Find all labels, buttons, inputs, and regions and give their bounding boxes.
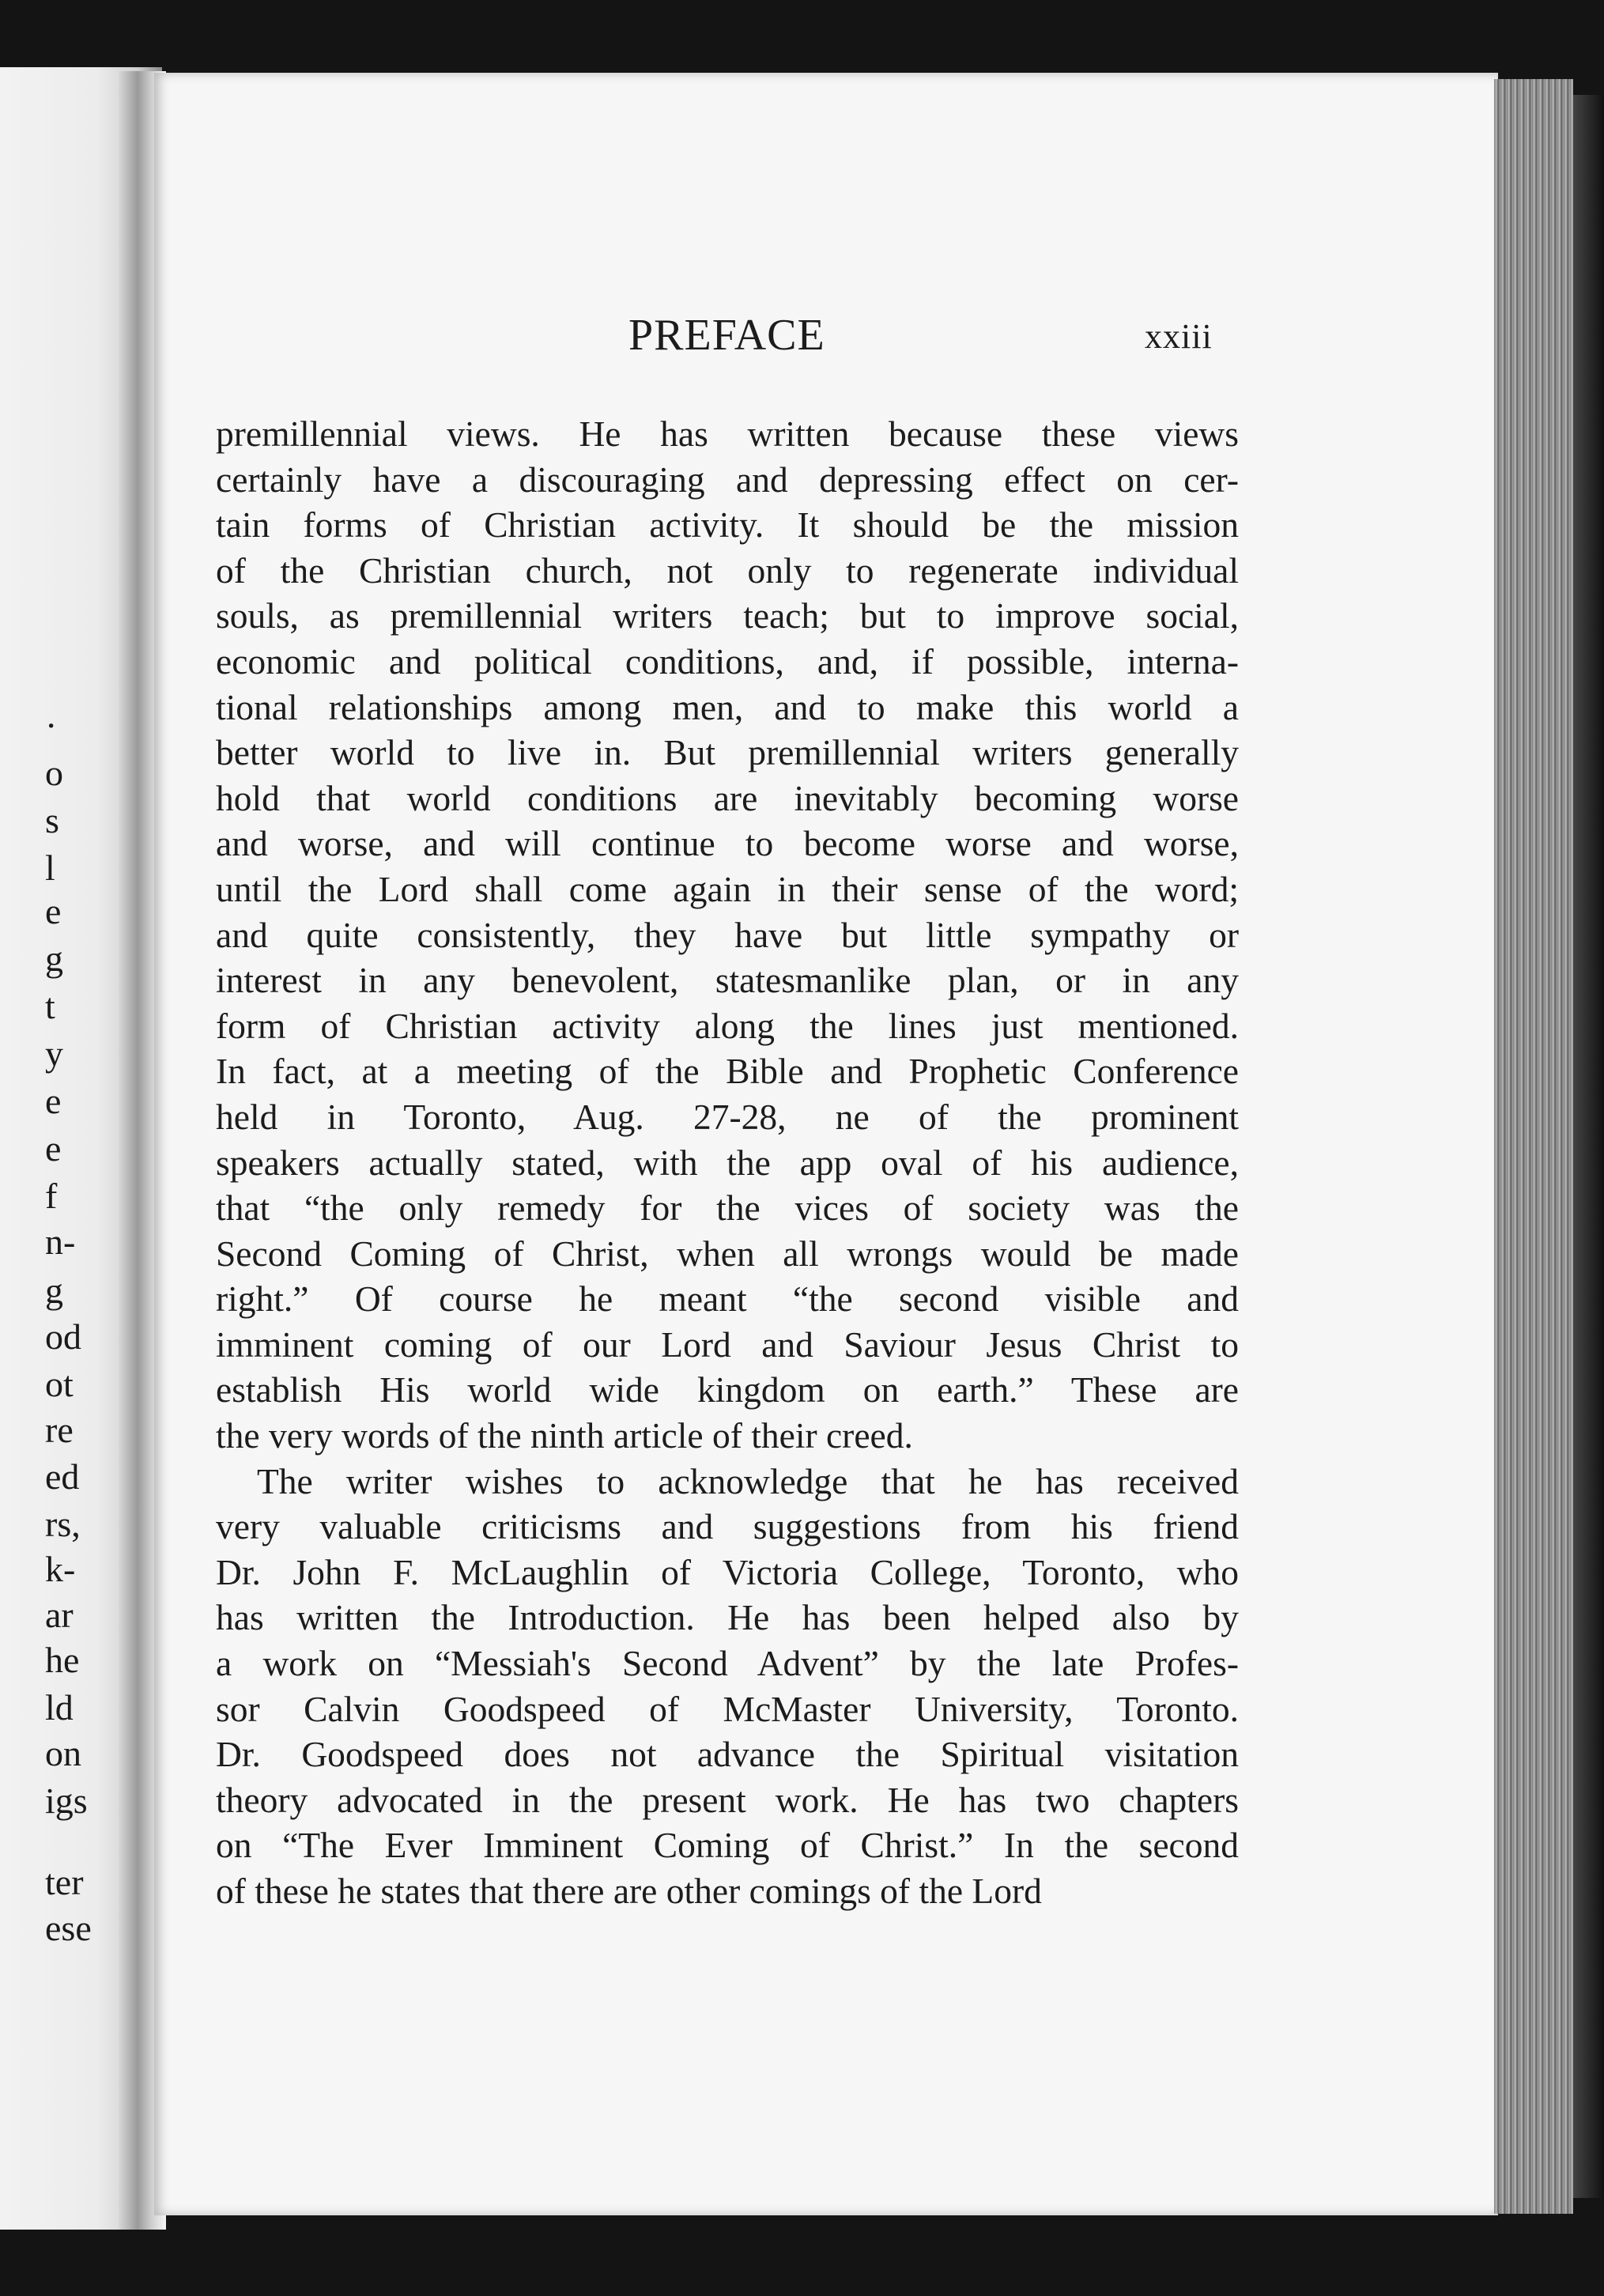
text-line: held in Toronto, Aug. 27-28, ne of the prominent <box>216 1096 1239 1137</box>
left-page-fragment: o <box>45 753 63 793</box>
text-line: and worse, and will continue to become worse and worse, <box>216 823 1239 864</box>
text-line: souls, as premillennial writers teach; but to improve social, <box>216 595 1239 636</box>
text-line: establish His world wide kingdom on earth.” These are <box>216 1369 1239 1410</box>
text-line: very valuable criticisms and suggestions from his friend <box>216 1506 1239 1547</box>
left-page-fragment: s <box>45 800 59 840</box>
text-line: and quite consistently, they have but little sympathy or <box>216 914 1239 955</box>
page-number: xxiii <box>1145 317 1213 356</box>
left-page-fragment: on <box>45 1733 81 1773</box>
text-line: tain forms of Christian activity. It should be the mission <box>216 504 1239 546</box>
text-line: sor Calvin Goodspeed of McMaster University, Toronto. <box>216 1688 1239 1729</box>
page-stack-edge <box>1494 79 1573 2214</box>
running-head: PREFACE <box>628 311 825 360</box>
text-line: Second Coming of Christ, when all wrongs would be made <box>216 1233 1239 1274</box>
left-page-fragment: od <box>45 1316 81 1357</box>
text-line: imminent coming of our Lord and Saviour Jesus Christ to <box>216 1324 1239 1365</box>
text-line: that “the only remedy for the vices of society was the <box>216 1188 1239 1229</box>
page-stack-shadow <box>1573 95 1604 2198</box>
left-page-fragment: ese <box>45 1908 92 1948</box>
text-line: speakers actually stated, with the app oval of his audience, <box>216 1142 1239 1183</box>
left-page-fragment: f <box>45 1176 58 1216</box>
left-page-fragment: igs <box>45 1781 88 1821</box>
paragraph <box>216 411 1239 1459</box>
left-page-fragment: ot <box>45 1364 74 1404</box>
left-page-fragment: ar <box>45 1595 74 1635</box>
left-page-fragment: he <box>45 1640 80 1680</box>
paragraph <box>216 1459 1239 1914</box>
left-page-fragment: g <box>45 938 63 979</box>
left-page-fragment: e <box>45 1128 62 1169</box>
text-line: until the Lord shall come again in their sense of the word; <box>216 868 1239 909</box>
left-page-fragment: ter <box>45 1862 84 1902</box>
text-line: economic and political conditions, and, if possible, interna- <box>216 640 1239 682</box>
text-line: The writer wishes to acknowledge that he has received <box>257 1460 1239 1501</box>
left-page-fragment: e <box>45 1081 62 1121</box>
text-line: certainly have a discouraging and depressing effect on cer- <box>216 459 1239 500</box>
left-page-fragment: ld <box>45 1687 74 1728</box>
text-line: of these he states that there are other comings of the Lord <box>216 1871 1042 1911</box>
left-page-fragment: k- <box>45 1549 76 1589</box>
left-page-fragment: l <box>45 848 55 888</box>
text-line: premillennial views. He has written because these views <box>216 414 1239 454</box>
page-header <box>628 310 1419 373</box>
preface-body <box>216 411 1239 1914</box>
left-page-fragment: re <box>45 1410 74 1450</box>
left-page-fragment: n- <box>45 1222 76 1262</box>
left-page-fragment: g <box>45 1271 63 1311</box>
text-line: form of Christian activity along the lines just mentioned. <box>216 1005 1239 1046</box>
text-line: Dr. Goodspeed does not advance the Spiritual visitation <box>216 1734 1239 1775</box>
text-line: better world to live in. But premillennial writers generally <box>216 732 1239 773</box>
text-line: theory advocated in the present work. He has two chapters <box>216 1779 1239 1820</box>
left-page-fragment: t <box>45 986 55 1026</box>
text-line: the very words of the ninth article of their creed. <box>216 1415 913 1456</box>
text-line: hold that world conditions are inevitably becoming worse <box>216 777 1239 818</box>
text-line: a work on “Messiah's Second Advent” by the late Profes- <box>216 1643 1239 1684</box>
text-line: right.” Of course he meant “the second visible and <box>216 1278 1239 1320</box>
text-line: on “The Ever Imminent Coming of Christ.” In the second <box>216 1825 1239 1866</box>
text-line: of the Christian church, not only to regenerate individual <box>216 549 1239 591</box>
text-line: has written the Introduction. He has been helped also by <box>216 1597 1239 1638</box>
text-line: interest in any benevolent, statesmanlike plan, or in any <box>216 960 1239 1001</box>
text-line: In fact, at a meeting of the Bible and Prophetic Conference <box>216 1051 1239 1092</box>
left-page-fragment: · <box>45 705 58 746</box>
left-page-fragment: rs, <box>45 1504 81 1544</box>
left-page-fragment: ed <box>45 1456 80 1497</box>
text-line: tional relationships among men, and to make this world a <box>216 686 1239 727</box>
left-page-fragment: e <box>45 891 62 931</box>
left-page-fragment: y <box>45 1033 63 1074</box>
text-line: Dr. John F. McLaughlin of Victoria College, Toronto, who <box>216 1551 1239 1592</box>
